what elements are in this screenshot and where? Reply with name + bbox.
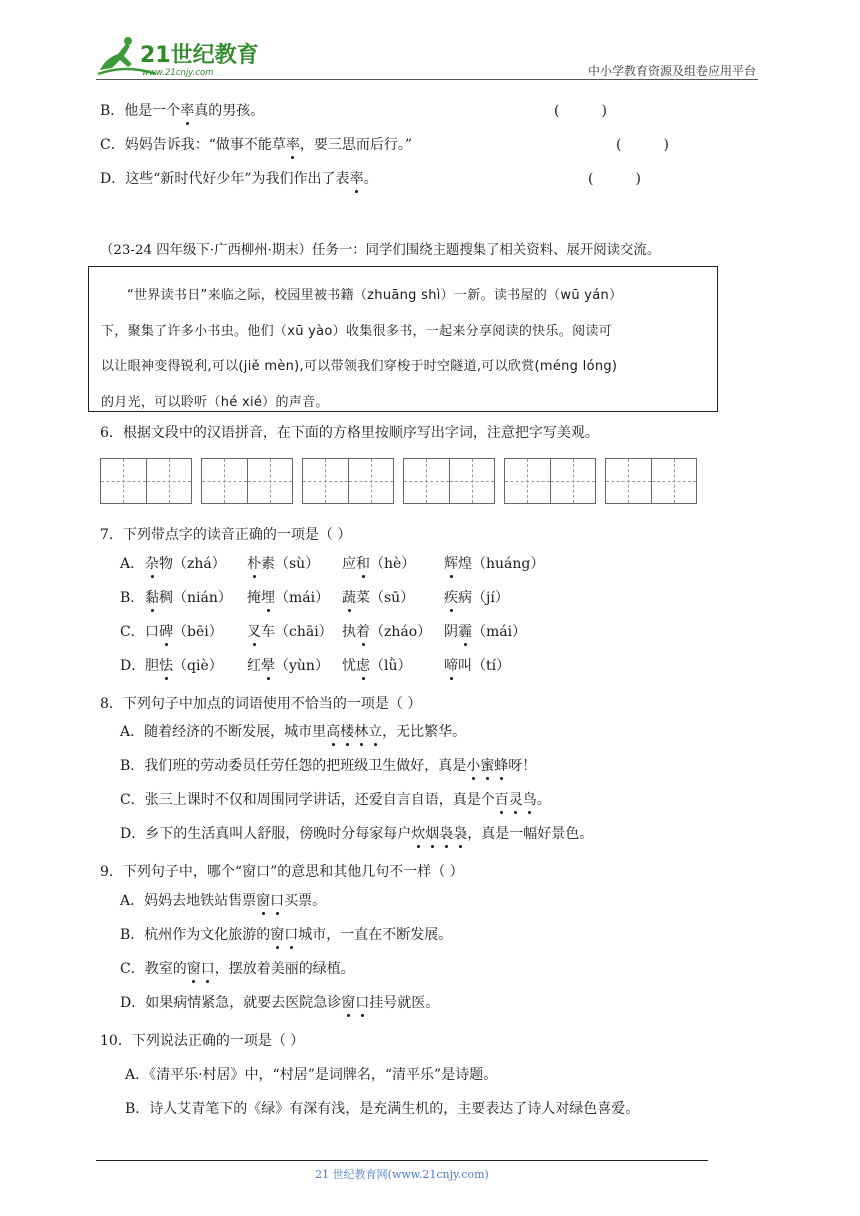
pinyin-text: （jí） <box>472 590 509 606</box>
option-letter: C． <box>120 792 145 808</box>
dotted-char: 疾 <box>444 590 458 606</box>
dotted-char: 辉 <box>444 556 458 572</box>
option-text: 杭州作为文化旅游的 <box>144 927 271 943</box>
dotted-word <box>495 792 537 808</box>
char: 稠 <box>159 590 173 606</box>
option-text: 我们班的劳动委员任劳任怨的把班级卫生做好，真是 <box>144 758 467 774</box>
dotted-char: 灵 <box>508 792 523 808</box>
option-letter: A． <box>120 893 145 909</box>
pinyin-item <box>342 555 415 573</box>
pinyin-text: （bēi） <box>173 624 223 640</box>
option-text: 妈妈告诉我：“做事不能草 <box>124 137 286 153</box>
footer-divider <box>96 1160 708 1161</box>
char: 掩 <box>247 590 261 606</box>
dotted-char: 口 <box>284 927 299 943</box>
option-c[interactable] <box>120 791 551 809</box>
option-letter: D． <box>100 171 126 187</box>
option-text: ，要三思而后行。” <box>299 137 413 153</box>
pinyin-item <box>247 555 319 573</box>
dotted-char: 晕 <box>261 658 275 674</box>
pinyin-text: （zhá） <box>173 556 226 572</box>
pinyin-item <box>145 623 223 641</box>
dotted-char: 口 <box>270 893 285 909</box>
pinyin-text: （sù） <box>275 556 320 572</box>
option-letter[interactable]: D． <box>120 658 146 674</box>
grid-box[interactable] <box>403 458 495 504</box>
option-letter: A． <box>120 724 145 740</box>
dotted-char: 怯 <box>159 658 173 674</box>
option-a[interactable] <box>120 892 326 910</box>
option-d[interactable] <box>120 994 439 1012</box>
dotted-char: 黏 <box>145 590 159 606</box>
q10-option-b[interactable]: B．诗人艾青笔下的《绿》有深有浅，是充满生机的，主要表达了诗人对绿色喜爱。 <box>125 1101 640 1117</box>
dotted-char: 蜂 <box>494 758 509 774</box>
option-text: 呀！ <box>508 758 537 774</box>
option-text: 。 <box>536 792 551 808</box>
option-letter[interactable]: B． <box>120 590 145 606</box>
dotted-char: 着 <box>356 624 370 640</box>
grid-box[interactable] <box>201 458 293 504</box>
logo-text: 21世纪教育 <box>140 43 259 68</box>
pinyin-item <box>247 623 333 641</box>
dotted-word <box>466 758 508 774</box>
dotted-char: 炊 <box>411 826 426 842</box>
char: 煌 <box>458 556 472 572</box>
pinyin-item <box>444 589 509 607</box>
section-intro: （23-24 四年级下·广西柳州·期末）任务一：同学们围绕主题搜集了相关资料、展开阅读交流。 <box>100 243 661 258</box>
option-text: 挂号就医。 <box>369 995 440 1011</box>
dotted-char: 鸟 <box>522 792 537 808</box>
dotted-char: 率 <box>180 103 195 119</box>
logo <box>96 34 271 80</box>
reading-passage <box>88 266 718 412</box>
char: 叫 <box>458 658 472 674</box>
dotted-char: 立 <box>368 724 383 740</box>
option-text: 如果病情紧急，就要去医院急诊 <box>145 995 342 1011</box>
dotted-char: 率 <box>285 137 300 153</box>
dotted-char: 窗 <box>186 961 201 977</box>
dotted-char: 袅 <box>453 826 468 842</box>
pinyin-text: （mái） <box>275 590 330 606</box>
dotted-char: 小 <box>466 758 481 774</box>
dotted-char: 烟 <box>425 826 440 842</box>
option-letter: B． <box>120 758 145 774</box>
option-text: 城市，一直在不断发展。 <box>298 927 453 943</box>
footer-text[interactable]: 21 世纪教育网(www.21cnjy.com) <box>315 1168 489 1181</box>
char: 物 <box>159 556 173 572</box>
dotted-char: 窗 <box>256 893 271 909</box>
dotted-char: 蔬 <box>342 590 356 606</box>
option-text: 买票。 <box>284 893 327 909</box>
dotted-char: 口 <box>200 961 215 977</box>
dotted-char: 率 <box>349 171 364 187</box>
dotted-char: 口 <box>355 995 370 1011</box>
grid-box[interactable] <box>100 458 192 504</box>
option-text: ，摆放着美丽的绿植。 <box>214 961 355 977</box>
logo-runner-icon <box>96 34 271 80</box>
option-letter: D． <box>120 995 146 1011</box>
grid-box[interactable] <box>605 458 697 504</box>
platform-name: 中小学教育资源及组卷应用平台 <box>587 64 756 78</box>
pinyin-text: （huáng） <box>472 556 545 572</box>
dotted-char: 楼 <box>340 724 355 740</box>
header-divider <box>96 79 758 80</box>
option-text: 乡下的生活真叫人舒服，傍晚时分每家每户 <box>145 826 412 842</box>
pinyin-item <box>342 623 431 641</box>
char: 菜 <box>356 590 370 606</box>
question-7: 7．下列带点字的读音正确的一项是（ ） <box>100 527 352 543</box>
dotted-char: 蜜 <box>480 758 495 774</box>
dotted-word <box>187 961 215 977</box>
option-text: 随着经济的不断发展，城市里 <box>144 724 327 740</box>
pinyin-text: （mái） <box>472 624 527 640</box>
option-text: 张三上课时不仅和周围同学讲话，还爱自言自语，真是个 <box>144 792 495 808</box>
dotted-char: 林 <box>354 724 369 740</box>
dotted-char: 杂 <box>145 556 159 572</box>
char: 病 <box>458 590 472 606</box>
option-letter: B． <box>120 927 145 943</box>
passage-line: 的月光，可以聆听（hé xié）的声音。 <box>101 394 329 410</box>
prev-option-b <box>100 102 264 120</box>
question-8: 8．下列句子中加点的词语使用不恰当的一项是（ ） <box>100 696 422 712</box>
prev-option-c <box>100 136 412 154</box>
dotted-char: 高 <box>326 724 341 740</box>
pinyin-text: （lǜ） <box>370 658 412 674</box>
pinyin-text: （hè） <box>370 556 416 572</box>
char: 应 <box>342 556 356 572</box>
pinyin-item <box>145 555 226 573</box>
pinyin-text: （qiè） <box>173 658 223 674</box>
question-9: 9．下列句子中，哪个“窗口”的意思和其他几句不一样（ ） <box>100 864 464 880</box>
answer-paren[interactable]: ( ) <box>588 171 641 187</box>
dotted-char: 和 <box>356 556 370 572</box>
pinyin-text: （zháo） <box>370 624 432 640</box>
char: 素 <box>261 556 275 572</box>
option-letter: B． <box>100 103 125 119</box>
dotted-word <box>270 927 298 943</box>
option-text: 真的男孩。 <box>194 103 265 119</box>
pinyin-item <box>247 589 329 607</box>
option-text: ，真是一幅好景色。 <box>467 826 594 842</box>
pinyin-text: （nián） <box>173 590 232 606</box>
option-d[interactable] <box>120 825 593 843</box>
option-letter[interactable]: C． <box>120 624 145 640</box>
dotted-char: 袅 <box>439 826 454 842</box>
option-b[interactable] <box>120 757 536 775</box>
option-a[interactable] <box>120 723 466 741</box>
dotted-char: 虑 <box>356 658 370 674</box>
pinyin-item <box>342 657 412 675</box>
answer-paren[interactable]: ( ) <box>554 103 607 119</box>
dotted-char: 霾 <box>458 624 472 640</box>
char: 阴 <box>444 624 458 640</box>
dotted-word <box>411 826 467 842</box>
dotted-word <box>256 893 284 909</box>
char: 口 <box>145 624 159 640</box>
option-text: 。 <box>363 171 378 187</box>
pinyin-item <box>342 589 414 607</box>
dotted-char: 百 <box>494 792 509 808</box>
pinyin-item <box>444 555 544 573</box>
option-letter: D． <box>120 826 146 842</box>
char: 红 <box>247 658 261 674</box>
option-b[interactable] <box>120 926 452 944</box>
pinyin-item <box>145 589 232 607</box>
dotted-word <box>326 724 382 740</box>
option-c[interactable] <box>120 960 355 978</box>
logo-url: www.21cnjy.com <box>142 68 214 78</box>
option-letter: C． <box>120 961 145 977</box>
pinyin-item <box>444 623 526 641</box>
pinyin-text: （chāi） <box>275 624 333 640</box>
char: 车 <box>261 624 275 640</box>
dotted-char: 窗 <box>270 927 285 943</box>
grid-box[interactable] <box>504 458 596 504</box>
prev-option-d <box>100 170 378 188</box>
grid-box[interactable] <box>302 458 394 504</box>
pinyin-text: （yùn） <box>275 658 329 674</box>
option-text: ，无比繁华。 <box>382 724 467 740</box>
dotted-char: 朴 <box>247 556 261 572</box>
passage-line: 下，聚集了许多小书虫。他们（xū yào）收集很多书，一起来分享阅读的快乐。阅读可 <box>101 323 612 339</box>
dotted-char: 啼 <box>444 658 458 674</box>
dotted-char: 叉 <box>247 624 261 640</box>
option-letter: C． <box>100 137 125 153</box>
question-6: 6．根据文段中的汉语拼音，在下面的方格里按顺序写出字词，注意把字写美观。 <box>100 425 599 441</box>
dotted-char: 碑 <box>159 624 173 640</box>
char: 胆 <box>145 658 159 674</box>
pinyin-text: （tí） <box>472 658 511 674</box>
passage-line: “世界读书日”来临之际，校园里被书籍（zhuāng shì）一新。读书屋的（wū yán） <box>127 288 623 303</box>
char: 执 <box>342 624 356 640</box>
char: 忧 <box>342 658 356 674</box>
dotted-char: 窗 <box>341 995 356 1011</box>
passage-line: 以让眼神变得锐利,可以(jiě mèn),可以带领我们穿梭于时空隧道,可以欣赏(méng lóng) <box>101 359 618 374</box>
q10-option-a[interactable]: A．《清平乐·村居》中，“村居”是词牌名，“清平乐”是诗题。 <box>125 1067 498 1083</box>
pinyin-item <box>444 657 510 675</box>
pinyin-item <box>247 657 329 675</box>
option-text: 妈妈去地铁站售票 <box>144 893 257 909</box>
question-10: 10．下列说法正确的一项是（ ） <box>100 1033 305 1049</box>
option-text: 教室的 <box>144 961 187 977</box>
option-text: 这些“新时代好少年”为我们作出了表 <box>125 171 350 187</box>
pinyin-item <box>145 657 223 675</box>
option-text: 他是一个 <box>124 103 181 119</box>
pinyin-text: （sū） <box>370 590 415 606</box>
answer-paren[interactable]: ( ) <box>616 137 669 153</box>
option-letter[interactable]: A． <box>120 556 145 572</box>
dotted-char: 埋 <box>261 590 275 606</box>
dotted-word <box>341 995 369 1011</box>
